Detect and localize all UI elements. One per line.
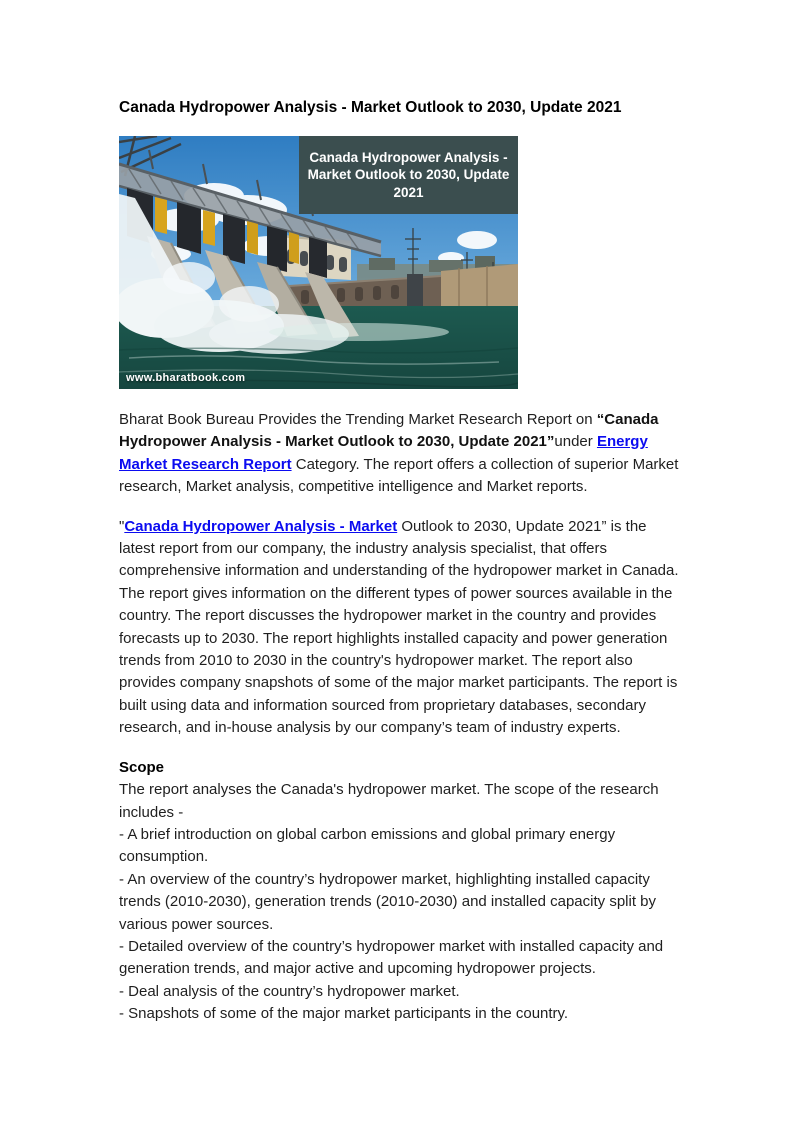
hero-image <box>119 136 518 389</box>
description-text: Outlook to 2030, Update 2021” is the latest report from our company, the industry analysis specialist, that offers comprehensive information and understanding of the hydropower market in Canada. The report gives information on the different types of power sources available in the country. The report discusses the hydropower market in the country and provides forecasts up to 2030. The report highlights installed capacity and power generation trends from 2010 to 2030 in the country's hydropower market. The report also provides company snapshots of some of the major market participants. The report is built using data and information sourced from proprietary databases, secondary research, and in-house analysis by our company’s team of industry experts. <box>119 517 679 737</box>
scope-item-4: - Deal analysis of the country’s hydropower market. <box>119 982 460 1000</box>
description-open-quote: " <box>119 517 125 535</box>
description-paragraph <box>119 516 679 740</box>
scope-item-1: - A brief introduction on global carbon emissions and global primary energy consumption. <box>119 825 616 866</box>
intro-report-title-bold: “Canada Hydropower Analysis - Market Outlook to 2030, Update 2021” <box>119 411 659 451</box>
scope-item-5: - Snapshots of some of the major market participants in the country. <box>119 1005 569 1023</box>
document-title: Canada Hydropower Analysis - Market Outlook to 2030, Update 2021 <box>119 99 622 116</box>
scope-item-3: - Detailed overview of the country’s hydropower market with installed capacity and generation trends, and major active and upcoming hydropower projects. <box>119 937 664 978</box>
scope-intro: The report analyses the Canada's hydropower market. The scope of the research includes - <box>119 781 659 821</box>
intro-text-between: under <box>554 433 597 451</box>
scope-heading: Scope <box>119 758 165 776</box>
hero-watermark: www.bharatbook.com <box>126 372 246 384</box>
scope-item-2: - An overview of the country’s hydropower market, highlighting installed capacity trends (2010-2030), generation trends (2010-2030) and installed capacity split by various power sources. <box>119 870 656 933</box>
energy-market-research-report-link[interactable]: Energy Market Research Report <box>119 433 648 473</box>
intro-text-before: Bharat Book Bureau Provides the Trending Market Research Report on <box>119 411 597 428</box>
intro-paragraph <box>119 409 679 499</box>
hero-overlay-title: Canada Hydropower Analysis - Market Outlook to 2030, Update 2021 <box>299 136 518 214</box>
canada-hydropower-report-link[interactable]: Canada Hydropower Analysis - Market <box>124 517 398 535</box>
document-content <box>119 98 679 1043</box>
intro-text-after: Category. The report offers a collection of superior Market research, Market analysis, competitive intelligence and Market reports. <box>119 455 679 496</box>
scope-section <box>119 757 679 1026</box>
